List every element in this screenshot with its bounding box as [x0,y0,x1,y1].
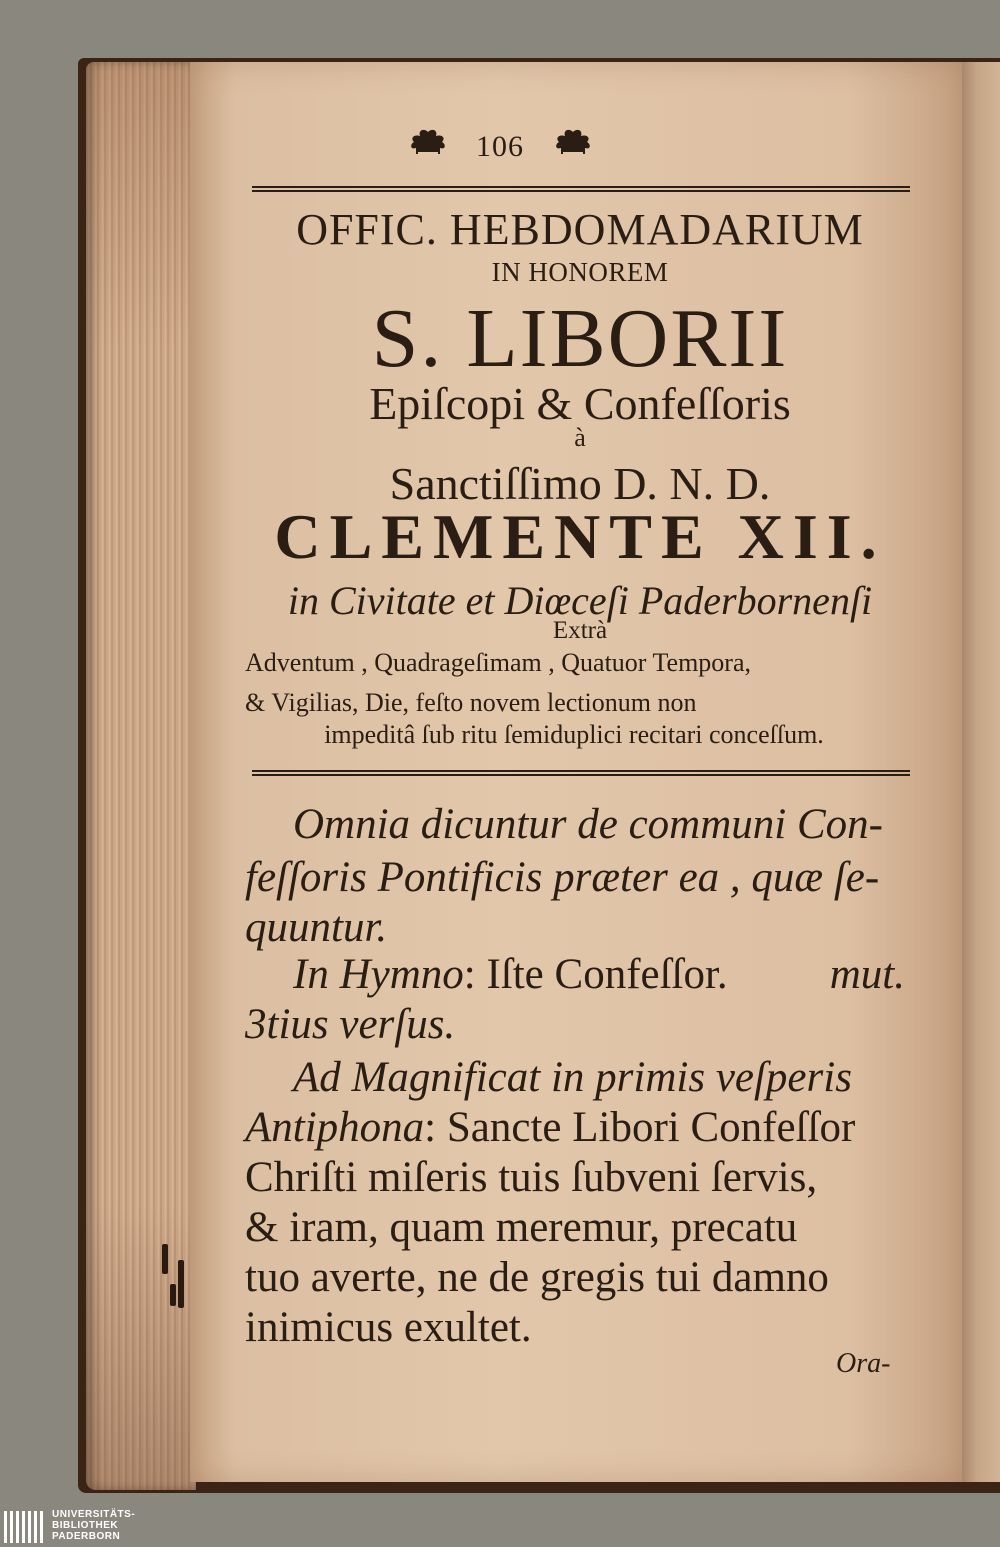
footer-bar [0,1497,1000,1547]
title-line-2: IN HONOREM [491,257,669,287]
body-line-1: Omnia dicuntur de communi Con- [293,801,883,848]
body-line-4 [293,950,905,999]
section-rule [252,770,910,776]
title-line-5: à [574,423,586,452]
body-line-6: Ad Magnificat in primis veſperis [293,1054,852,1101]
body-line-7 [245,1103,905,1152]
title-line-10 [245,648,903,678]
hymn-label: In Hymno [293,951,464,998]
body-line-9: & iram, quam meremur, precatu [245,1204,798,1251]
title-pope-name: CLEMENTE XII. [274,501,886,572]
antiphon-label: Antiphona [245,1104,425,1151]
title-line-1: OFFIC. HEBDOMADARIUM [296,205,864,254]
body-line-8: Chriſti miſeris tuis ſubveni ſervis, [245,1154,818,1201]
hymn-note: mut. [829,951,905,998]
body-line-10: tuo averte, ne de gregis tui damno [245,1254,829,1301]
title-line-4: Epiſcopi & Confeſſoris [369,378,791,429]
library-logo-text [52,1509,135,1542]
body-line-3: quuntur. [245,904,388,951]
body-line-11: inimicus exultet. [245,1304,532,1351]
title-line-10-text: Adventum , Quadrageſimam , Quatuor Tempora, [245,648,752,677]
title-saint-name: S. LIBORII [371,292,789,385]
logo-line-2: BIBLIOTHEK [52,1520,119,1531]
binding-thread-marks [158,1240,194,1320]
title-line-9: Extrà [552,617,608,644]
body-line-2: feſſoris Pontificis præter ea , quæ ſe- [245,854,880,901]
antiphon-text: : Sancte Libori Confeſſor [424,1104,856,1151]
header-rule [252,186,910,192]
fleuron-ornament-right-icon [551,128,595,166]
library-logo-mark-icon [4,1511,46,1543]
body-line-5: 3tius verſus. [245,1001,456,1048]
facing-page-edge [962,62,1000,1482]
fleuron-ornament-left-icon [406,128,450,166]
title-line-11-text: & Vigilias, Die, feſto novem lectionum non [245,688,697,717]
running-head [0,128,1000,166]
title-line-12: impeditâ ſub ritu ſemiduplici recitari conceſſum. [324,720,824,749]
hymn-text: : Iſte Confeſſor. [463,951,728,998]
title-line-11 [245,688,903,718]
logo-line-1: UNIVERSITÄTS- [52,1509,136,1520]
logo-line-3: PADERBORN [52,1531,121,1542]
title-line-8: in Civitate et Diœceſi Paderbornenſi [287,578,873,623]
catchword: Ora- [836,1348,891,1379]
page-number: 106 [476,130,524,164]
title-line-6: Sanctiſſimo D. N. D. [389,458,771,509]
